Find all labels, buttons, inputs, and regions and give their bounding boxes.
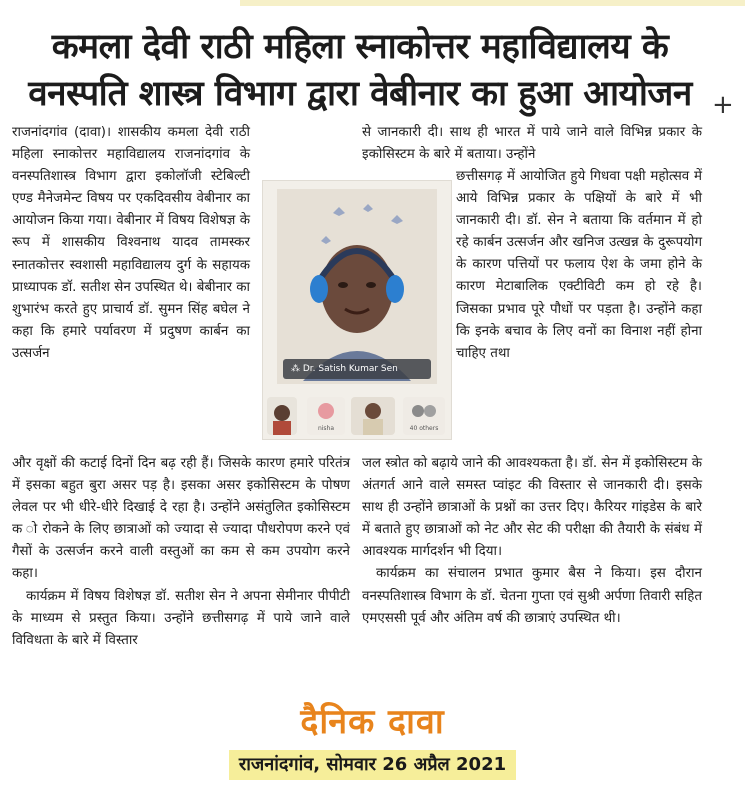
article-column-right-bottom <box>362 453 702 630</box>
registration-mark-icon: + <box>712 90 734 120</box>
article-paragraph: से जानकारी दी। साथ ही भारत में पाये जाने वाले विभिन्न प्रकार के इकोसिस्टम के बारे में बताया। उन्होंने <box>362 125 702 163</box>
article-paragraph: और वृक्षों की कटाई दिनों दिन बढ़ रही हैं। जिसके कारण हमारे परितंत्र में इसका बहुत बुरा असर पड़ है। इसका असर इकोसिस्टम के पोषण लेवल पर भी धीरे-धीरे दिखाई दे रहा है। उन्होंने असंतुलित इकोसिस्टम क ो रोकने के लिए छात्राओं को ज्यादा से ज्यादा पौधरोपण करने एवं गैसों के उत्सर्जन करने वाली वस्तुओं का कम से कम उपयोग करने कहा। <box>12 456 350 582</box>
article-paragraph: जल स्त्रोत को बढ़ाये जाने की आवश्यकता है। डॉ. सेन में इकोसिस्टम के अंतगर्त आने वाले समस्त प्वांइट की विस्तार से जानकारी दी। इसके साथ ही उन्होंने छात्राओं के प्रश्नों का उत्तर दिए। कैरियर गांइडेस के बारे में बताते हुए छात्राओं को नेट और सेट की परीक्षा की तैयारी के संबंध में आवश्यक मार्गदर्शन भी दिया। <box>362 456 702 560</box>
dateline: राजनांदगांव, सोमवार 26 अप्रैल 2021 <box>229 750 516 780</box>
webinar-screenshot <box>262 180 452 440</box>
participant-avatar-icon <box>351 397 395 435</box>
participant-thumb-1 <box>267 397 297 435</box>
speaker-name: Dr. Satish Kumar Sen <box>302 364 398 374</box>
headline <box>0 24 720 118</box>
others-avatars-icon <box>403 397 445 427</box>
headline-line-2: वनस्पति शास्त्र विभाग द्वारा वेबीनार का हुआ आयोजन <box>28 74 692 114</box>
speaker-name-caption <box>283 359 431 379</box>
article-column-left-top <box>12 122 250 365</box>
article-paragraph: कार्यक्रम का संचालन प्रभात कुमार बैस ने किया। इस दौरान वनस्पतिशास्त्र विभाग के डॉ. चेतना गुप्ता एवं सुश्री अर्पणा तिवारी सहित एमएससी पूर्व और अंतिम वर्ष की छात्राएं उपस्थित थी। <box>362 566 702 626</box>
article-column-right-middle <box>456 166 702 365</box>
headline-line-1: कमला देवी राठी महिला स्नाकोत्तर महाविद्यालय के <box>51 27 669 67</box>
participants-icon: ⁂ <box>291 364 303 374</box>
newspaper-footer <box>0 700 745 780</box>
article-paragraph: राजनांदगांव (दावा)। शासकीय कमला देवी राठी महिला स्नाकोत्तर महाविद्यालय राजनांदगांव के वनस्पतिशास्त्र विभाग द्वारा इकोलॉजी स्टेबिल्टी एण्ड मैनेजमेन्ट विषय पर एकदिवसीय वेबीनार का आयोजन किया गया। वेबीनार में विषय विशेषज्ञ के रूप में शासकीय विश्वनाथ यादव तामस्कर स्नातकोत्तर स्वशासी महाविद्यालय दुर्ग के सहायक प्राध्यापक डॉ. सतीश सेन उपस्थित थे। बेबीनार का शुभारंभ करते हुए प्राचार्य डॉ. सुमन सिंह बघेल ने कहा कि हमारे पर्यावरण में प्रदुषण कार्बन का उत्सर्जन <box>12 125 250 361</box>
newspaper-brand: दैनिक दावा <box>300 702 445 742</box>
article-paragraph: छत्तीसगढ़ में आयोजित हुये गिधवा पक्षी महोत्सव में आये विभिन्न प्रकार के पक्षियों के बारे में भी जानकारी दी। डॉ. सेन ने बताया कि वर्तमान में हो रहे कार्बन उत्सर्जन और खनिज उत्खन्न के दुरूपयोग के कारण पत्तियों पर फलाय ऐश के जमा होने के कारण मेटाबालिक एक्टीविटी कम हो रहे है। जिसका प्रभाव पूरे पौधों पर पड़ता है। उन्होंने कहा कि इनके बचाव के लिए वनों का विनाश नहीं होना चाहिए तथा <box>456 169 702 361</box>
article-paragraph: कार्यक्रम में विषय विशेषज्ञ डॉ. सतीश सेन ने अपना सेमीनार पीपीटी के माध्यम से प्रस्तुत किया। उन्होंने छत्तीसगढ़ में पाये जाने वाले विविधता के बारे में विस्तार <box>12 588 350 648</box>
participant-initial-icon <box>307 397 345 427</box>
participant-avatar-icon <box>267 397 297 435</box>
participant-thumbnails <box>263 397 451 439</box>
article-column-left-bottom <box>12 453 350 652</box>
participant-thumb-3 <box>351 397 395 435</box>
participant-thumb-2 <box>307 397 345 435</box>
participant-thumb-label: 40 others <box>409 425 439 432</box>
top-decor-bar <box>240 0 745 6</box>
participant-thumb-label: nisha <box>317 425 335 432</box>
article-column-right-top <box>362 122 702 166</box>
participant-thumb-4 <box>403 397 445 435</box>
